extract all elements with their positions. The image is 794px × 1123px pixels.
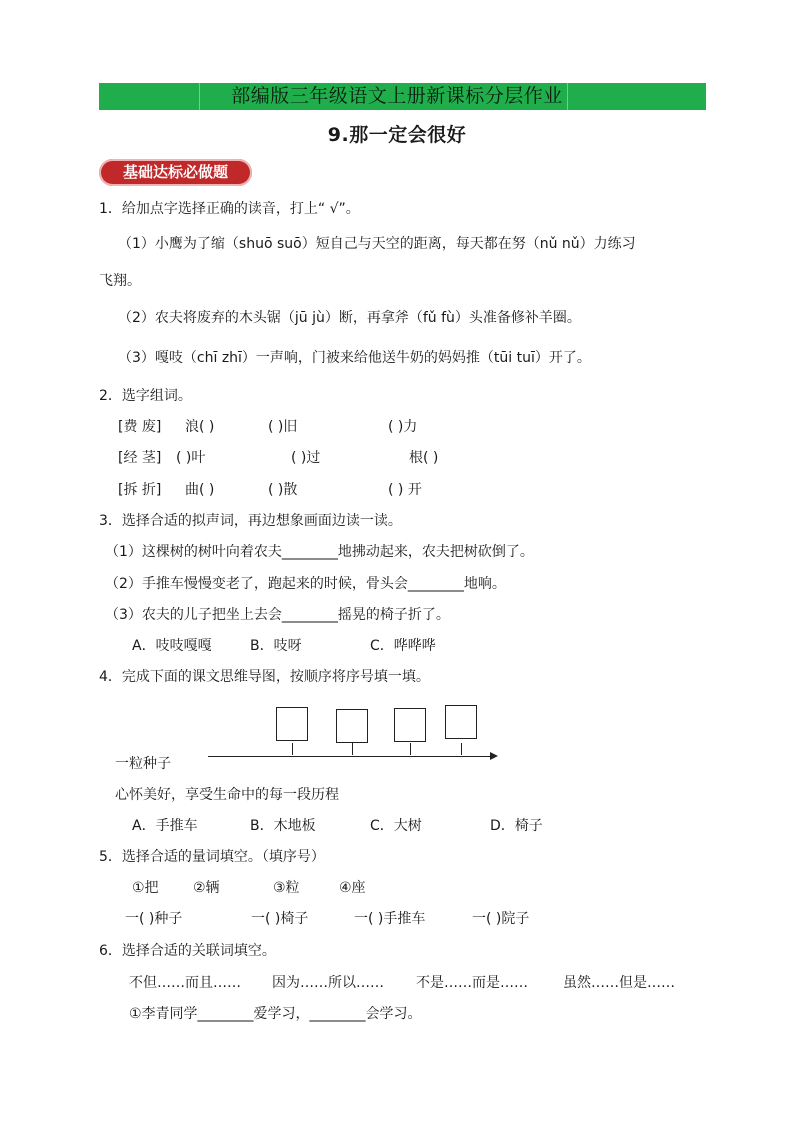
q1-stem: 1．给加点字选择正确的读音，打上“ √”。 — [99, 201, 360, 217]
q5-option-4: ④座 — [339, 880, 366, 896]
q5-blank-1: 一( )种子 — [125, 911, 183, 927]
q3-option-b: B．吱呀 — [250, 638, 302, 654]
mindmap-connector — [461, 743, 462, 755]
q2-row1-a: 浪( ) — [185, 419, 215, 435]
mindmap-box[interactable] — [445, 705, 477, 739]
q2-row3-c: ( ) 开 — [388, 482, 422, 498]
q2-row3-b: ( )散 — [268, 482, 298, 498]
q3-line2: （2）手推车慢慢变老了，跑起来的时候，骨头会________地响。 — [105, 576, 506, 592]
q1-line1b: 飞翔。 — [99, 273, 141, 289]
page-title: 9.那一定会很好 — [327, 124, 467, 146]
q5-stem: 5．选择合适的量词填空。（填序号） — [99, 849, 325, 865]
mindmap-connector — [410, 743, 411, 755]
q5-blank-4: 一( )院子 — [472, 911, 530, 927]
q2-stem: 2．选字组词。 — [99, 388, 192, 404]
q4-option-c: C．大树 — [370, 818, 422, 834]
mindmap-connector — [292, 743, 293, 755]
q5-blank-3: 一( )手推车 — [354, 911, 426, 927]
q4-option-d: D．椅子 — [490, 818, 543, 834]
q6-option-3: 不是……而是…… — [416, 975, 528, 991]
q2-row3-pair: [拆 折] — [118, 482, 162, 498]
mindmap-connector — [352, 743, 353, 755]
q2-row2-a: ( )叶 — [176, 450, 206, 466]
q6-option-2: 因为……所以…… — [272, 975, 384, 991]
q2-row1-pair: [费 废] — [118, 419, 162, 435]
q5-option-1: ①把 — [132, 880, 159, 896]
q4-option-a: A．手推车 — [132, 818, 198, 834]
mindmap-arrow-line — [208, 756, 494, 757]
q6-stem: 6．选择合适的关联词填空。 — [99, 943, 276, 959]
mindmap-box[interactable] — [336, 709, 368, 743]
q5-option-3: ③粒 — [273, 880, 300, 896]
q3-line3: （3）农夫的儿子把坐上去会________摇晃的椅子折了。 — [105, 607, 450, 623]
q2-row1-b: ( )旧 — [268, 419, 298, 435]
q4-option-b: B．木地板 — [250, 818, 316, 834]
q3-stem: 3．选择合适的拟声词，再边想象画面边读一读。 — [99, 513, 402, 529]
q2-row2-pair: [经 茎] — [118, 450, 162, 466]
mindmap-start: 一粒种子 — [115, 756, 171, 772]
q1-line2: （2）农夫将废弃的木头锯（jū jù）断，再拿斧（fǔ fù）头准备修补羊圈。 — [118, 310, 581, 326]
q2-row3-a: 曲( ) — [185, 482, 215, 498]
q4-stem: 4．完成下面的课文思维导图，按顺序将序号填一填。 — [99, 669, 430, 685]
q3-line1: （1）这棵树的树叶向着农夫________地拂动起来，农夫把树砍倒了。 — [105, 544, 534, 560]
q1-line3: （3）嘎吱（chī zhī）一声响，门被来给他送牛奶的妈妈推（tūi tuī）开了。 — [118, 350, 591, 366]
mindmap-box[interactable] — [276, 707, 308, 741]
q3-option-c: C．哗哗哗 — [370, 638, 436, 654]
q2-row2-b: ( )过 — [291, 450, 321, 466]
arrow-right-icon — [490, 752, 498, 760]
q6-option-1: 不但……而且…… — [129, 975, 241, 991]
q1-line1: （1）小鹰为了缩（shuō suō）短自己与天空的距离，每天都在努（nǔ nǔ）力练习 — [118, 236, 636, 252]
q2-row1-c: ( )力 — [388, 419, 418, 435]
mindmap-box[interactable] — [394, 708, 426, 742]
mindmap-end: 心怀美好，享受生命中的每一段历程 — [115, 787, 339, 803]
q6-option-4: 虽然……但是…… — [563, 975, 675, 991]
q2-row2-c: 根( ) — [409, 450, 439, 466]
banner-title: 部编版三年级语文上册新课标分层作业 — [231, 85, 563, 107]
q5-blank-2: 一( )椅子 — [251, 911, 309, 927]
q6-line1: ①李青同学________爱学习，________会学习。 — [129, 1006, 422, 1022]
banner-title-wrap — [0, 83, 794, 110]
q3-option-a: A．吱吱嘎嘎 — [132, 638, 212, 654]
section-badge: 基础达标必做题 — [99, 159, 252, 186]
q5-option-2: ②辆 — [193, 880, 220, 896]
